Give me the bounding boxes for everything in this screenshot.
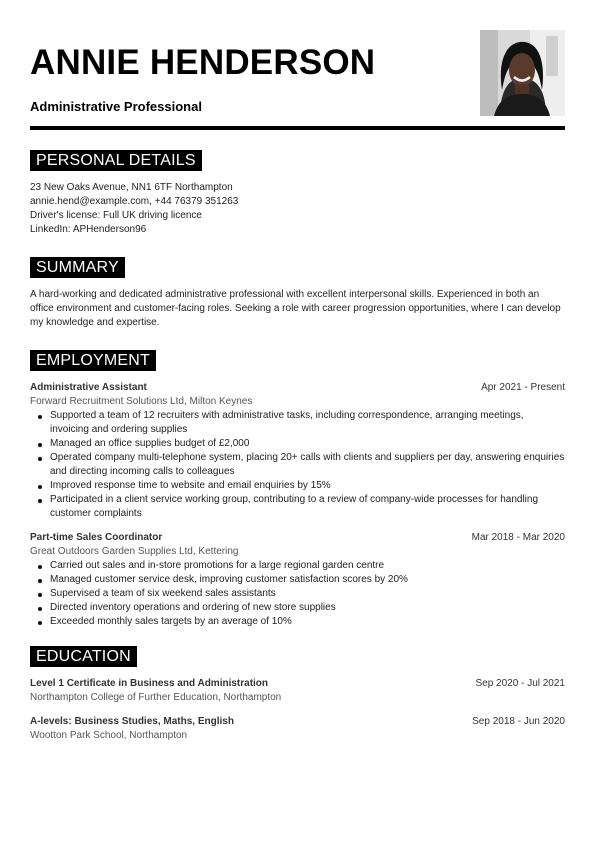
bullet-text: Improved response time to website and email enquiries by 15% [50, 480, 331, 491]
job-company: Great Outdoors Garden Supplies Ltd, Kettering [30, 546, 239, 557]
education-dates: Sep 2020 - Jul 2021 [475, 678, 565, 689]
header-divider [30, 126, 565, 130]
personal-details-heading: PERSONAL DETAILS [30, 150, 202, 171]
bullet-text: Exceeded monthly sales targets by an average of 10% [50, 616, 292, 627]
bullet-dot-icon [38, 607, 42, 611]
linkedin-text: LinkedIn: APHenderson96 [30, 224, 147, 235]
qualification-title: Level 1 Certificate in Business and Administration [30, 678, 269, 689]
bullet-dot-icon [38, 457, 42, 461]
contact-text: annie.hend@example.com, +44 76379 351263 [30, 196, 239, 207]
bullet-item [30, 409, 565, 437]
education-dates: Sep 2018 - Jun 2020 [472, 716, 565, 727]
bullet-item [30, 437, 565, 451]
license-text: Driver's license: Full UK driving licence [30, 210, 202, 221]
bullet-item [30, 559, 565, 573]
education-entry [30, 677, 565, 705]
bullet-dot-icon [38, 415, 42, 419]
bullet-item [30, 601, 565, 615]
job-entry [30, 381, 565, 521]
profile-photo [480, 30, 565, 116]
bullet-text: Participated in a client service working group, contributing to a review of company-wide processes for handling customer complaints [50, 494, 539, 519]
summary-heading: SUMMARY [30, 257, 125, 278]
job-dates: Mar 2018 - Mar 2020 [471, 532, 565, 543]
bullet-text: Directed inventory operations and ordering of new store supplies [50, 602, 336, 613]
education-entry [30, 715, 565, 743]
address-text: 23 New Oaks Avenue, NN1 6TF Northampton [30, 182, 233, 193]
job-title: Part-time Sales Coordinator [30, 532, 163, 543]
bullet-text: Managed an office supplies budget of £2,000 [50, 438, 250, 449]
job-title: Administrative Assistant [30, 382, 147, 393]
job-entry [30, 531, 565, 629]
employment-section [30, 350, 565, 639]
personal-details-section [30, 150, 565, 237]
bullet-item [30, 493, 565, 521]
bullet-dot-icon [38, 565, 42, 569]
employment-heading: EMPLOYMENT [30, 350, 156, 371]
bullet-dot-icon [38, 593, 42, 597]
bullet-dot-icon [38, 443, 42, 447]
school-name: Wootton Park School, Northampton [30, 730, 188, 741]
school-name: Northampton College of Further Education, Northampton [30, 692, 282, 703]
bullet-item [30, 451, 565, 479]
job-bullets [30, 409, 565, 521]
bullet-text: Operated company multi-telephone system, placing 20+ calls with clients and suppliers per day, answering enquiries and directing incoming calls to colleagues [50, 452, 565, 477]
bullet-item [30, 479, 565, 493]
bullet-item [30, 587, 565, 601]
job-company: Forward Recruitment Solutions Ltd, Milton Keynes [30, 396, 253, 407]
candidate-name: ANNIE HENDERSON [30, 43, 376, 82]
summary-text: A hard-working and dedicated administrative professional with excellent interpersonal skills. Experienced in both an office environment and customer-facing roles. Seeking a role with career progression opportunities, where I can develop my knowledge and expertise. [30, 289, 561, 328]
bullet-text: Supported a team of 12 recruiters with administrative tasks, including correspondence, arranging meetings, invoicing and ordering supplies [50, 410, 524, 435]
bullet-text: Supervised a team of six weekend sales assistants [50, 588, 276, 599]
bullet-dot-icon [38, 579, 42, 583]
education-section [30, 646, 565, 753]
bullet-item [30, 615, 565, 629]
bullet-dot-icon [38, 499, 42, 503]
bullet-text: Managed customer service desk, improving customer satisfaction scores by 20% [50, 574, 408, 585]
summary-section [30, 257, 565, 330]
education-heading: EDUCATION [30, 646, 137, 667]
job-bullets [30, 559, 565, 629]
bullet-dot-icon [38, 485, 42, 489]
bullet-dot-icon [38, 621, 42, 625]
qualification-title: A-levels: Business Studies, Maths, English [30, 716, 234, 727]
job-dates: Apr 2021 - Present [481, 382, 565, 393]
candidate-headline: Administrative Professional [30, 99, 202, 114]
bullet-text: Carried out sales and in-store promotions for a large regional garden centre [50, 560, 385, 571]
bullet-item [30, 573, 565, 587]
